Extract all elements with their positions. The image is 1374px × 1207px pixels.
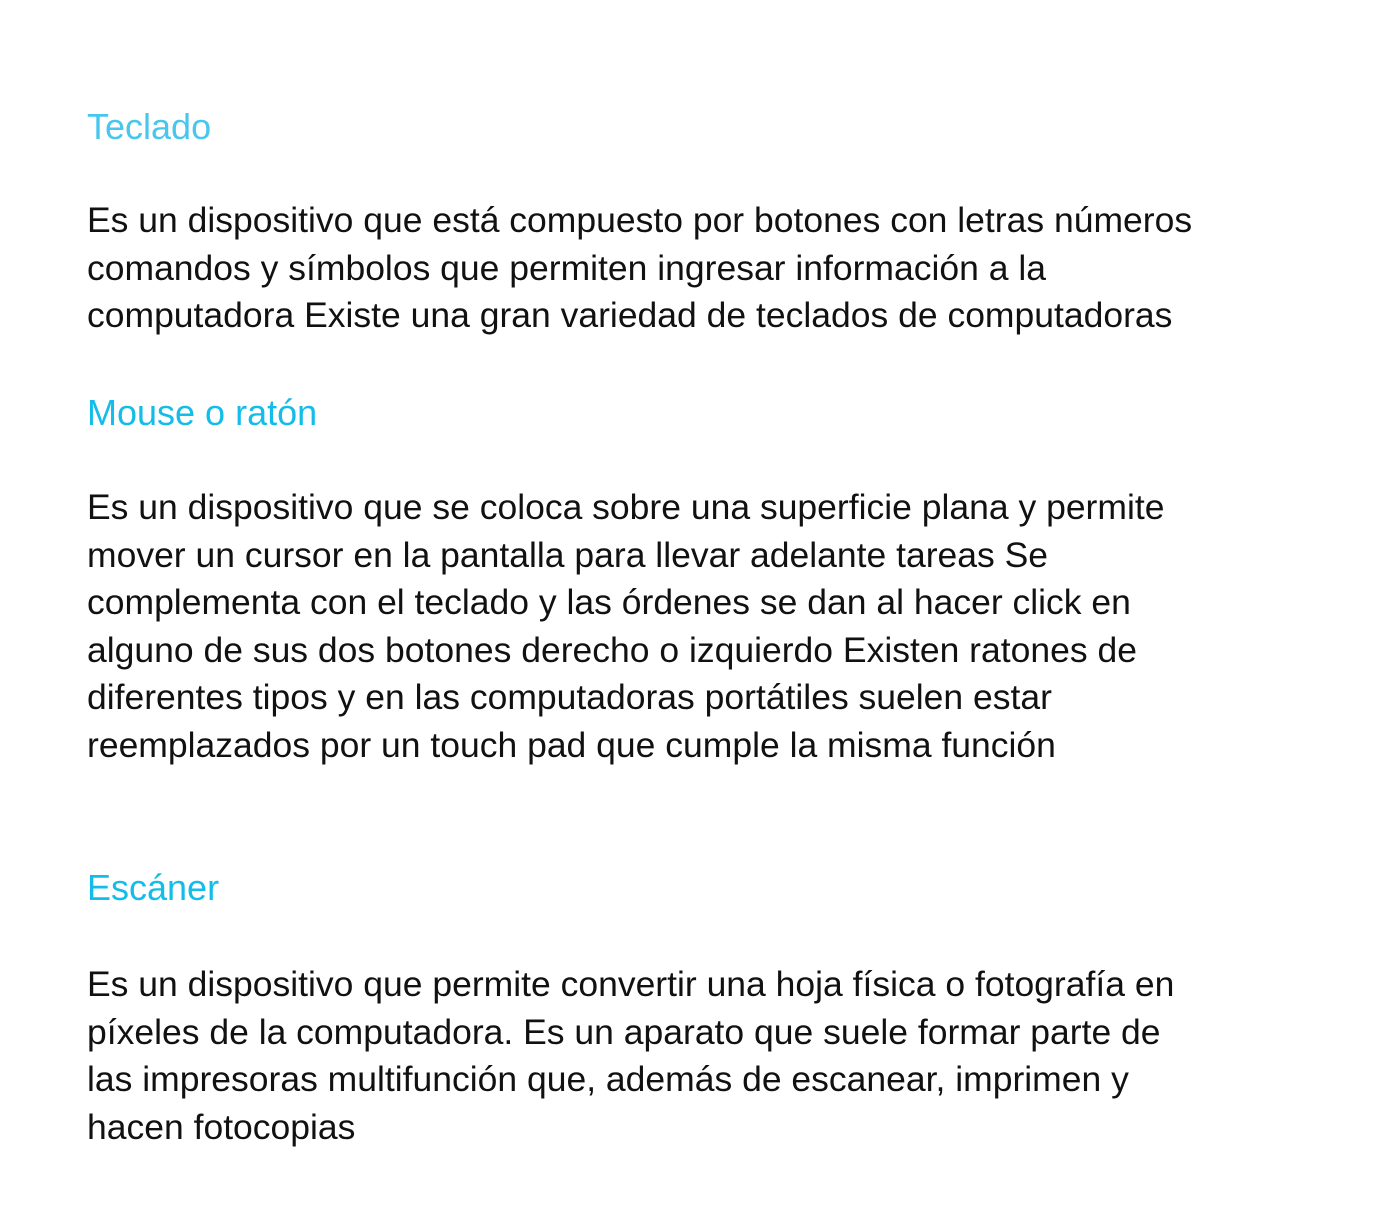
section-body-mouse: Es un dispositivo que se coloca sobre una superficie plana y permite mover un cursor en la pantalla para llevar adelante tareas Se complementa con el teclado y las órdenes se dan al hacer click en alguno de sus dos botones derecho o izquierdo Existen ratones de diferentes tipos y en las computadoras portátiles suelen estar reemplazados por un touch pad que cumple la misma función <box>87 487 1165 765</box>
section-heading-escaner: Escáner <box>87 867 220 908</box>
section-heading-mouse: Mouse o ratón <box>87 392 318 433</box>
section-body-escaner: Es un dispositivo que permite convertir una hoja física o fotografía en píxeles de la computadora. Es un aparato que suele formar parte de las impresoras multifunción que, además de escanear, imprimen y hacen fotocopias <box>87 964 1175 1147</box>
section-body-teclado: Es un dispositivo que está compuesto por botones con letras números comandos y símbolos que permiten ingresar información a la computadora Existe una gran variedad de teclados de computadoras <box>87 200 1193 335</box>
section-heading-teclado: Teclado <box>87 106 212 147</box>
